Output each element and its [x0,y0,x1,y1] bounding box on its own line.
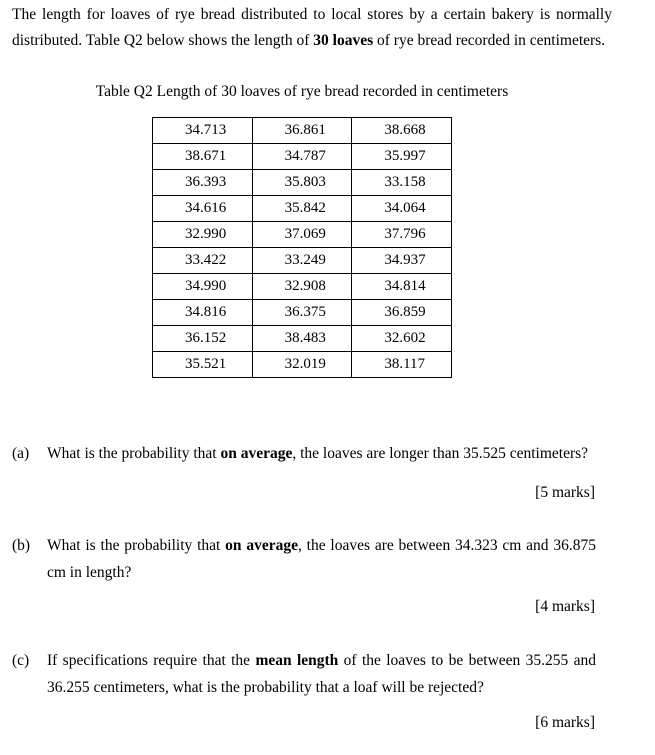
table-cell: 36.152 [153,326,253,352]
table-cell: 35.521 [153,352,253,378]
question-c-text [47,647,596,701]
table-row [153,300,452,326]
table-cell: 38.483 [252,326,352,352]
table-cell: 32.602 [352,326,452,352]
question-a-bold: on average [220,445,293,462]
table-cell: 38.671 [153,144,253,170]
question-a-pre: What is the probability that [47,445,221,462]
question-b-text [47,532,596,586]
table-cell: 32.990 [153,222,253,248]
table-cell: 38.668 [352,118,452,144]
question-c [12,647,596,701]
table-row [153,170,452,196]
table-cell: 35.803 [252,170,352,196]
intro-text-2: of rye bread recorded in centimeters. [373,32,606,49]
question-a-marks: [5 marks] [535,484,595,501]
table-cell: 32.019 [252,352,352,378]
table-cell: 32.908 [252,274,352,300]
question-b-pre: What is the probability that [47,537,226,554]
table-cell: 34.814 [352,274,452,300]
table-cell: 36.375 [252,300,352,326]
table-cell: 35.842 [252,196,352,222]
question-a-post: , the loaves are longer than 35.525 centimeters? [292,445,589,462]
table-cell: 33.158 [352,170,452,196]
table-cell: 34.990 [153,274,253,300]
intro-text-1: The length for loaves of rye bread distributed to local stores by a certain bakery is normally distributed. Table Q2 below shows the length of [12,6,612,49]
table-cell: 38.117 [352,352,452,378]
table-cell: 35.997 [352,144,452,170]
table-row [153,196,452,222]
intro-paragraph [12,2,612,54]
question-c-marks: [6 marks] [535,714,595,731]
table-cell: 34.937 [352,248,452,274]
table-cell: 34.064 [352,196,452,222]
data-table [152,117,452,378]
table-cell: 34.787 [252,144,352,170]
table-cell: 37.069 [252,222,352,248]
data-table-body [153,118,452,378]
table-cell: 33.422 [153,248,253,274]
question-c-pre: If specifications require that the [47,652,256,669]
table-row [153,248,452,274]
question-b-post: , the loaves are between 34.323 cm and 36.875 cm in length? [47,537,596,581]
table-row [153,352,452,378]
table-cell: 34.713 [153,118,253,144]
question-c-bold: mean length [255,652,339,669]
table-cell: 33.249 [252,248,352,274]
table-row [153,144,452,170]
question-c-post: of the loaves to be between 35.255 and 36.255 centimeters, what is the probability that a loaf will be rejected? [47,652,596,696]
question-b [12,532,596,586]
question-a [12,440,596,467]
table-cell: 34.616 [153,196,253,222]
question-a-label: (a) [12,445,30,462]
question-b-marks: [4 marks] [535,598,595,615]
intro-bold-count: 30 loaves [313,32,374,49]
table-caption: Table Q2 Length of 30 loaves of rye bread recorded in centimeters [95,83,509,100]
table-cell: 36.861 [252,118,352,144]
question-a-text [47,440,596,467]
table-row [153,222,452,248]
table-row [153,326,452,352]
table-row [153,274,452,300]
table-row [153,118,452,144]
table-cell: 36.393 [153,170,253,196]
question-b-bold: on average [225,537,298,554]
question-c-label: (c) [12,652,30,669]
question-b-label: (b) [12,537,31,554]
table-cell: 37.796 [352,222,452,248]
table-cell: 36.859 [352,300,452,326]
table-cell: 34.816 [153,300,253,326]
